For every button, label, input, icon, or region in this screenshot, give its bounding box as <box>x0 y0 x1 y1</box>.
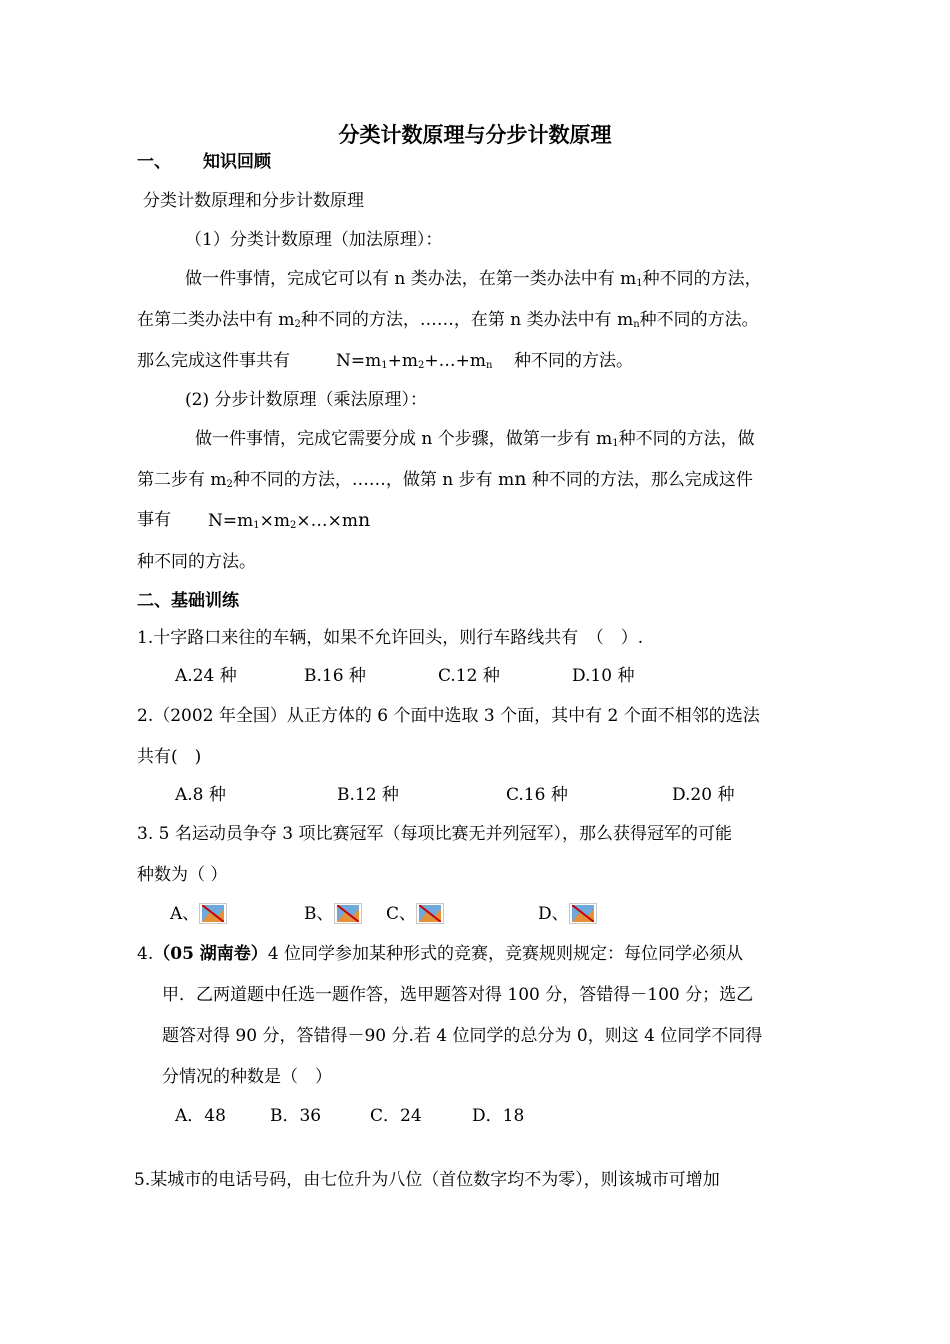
multiplication-formula: $N=m_1\times m_2\times\dots\times mn$ <box>208 509 371 531</box>
q3-option-a: A、 <box>170 903 227 925</box>
multiplication-principle-heading: (2) 分步计数原理（乘法原理）： <box>185 390 427 410</box>
addition-principle-heading: （1）分类计数原理（加法原理）： <box>185 230 443 250</box>
question-4-line-3: 题答对得 90 分，答错得－90 分.若 4 位同学的总分为 0，则这 4 位同学不同得 <box>162 1026 763 1046</box>
multiplication-principle-line-4: 种不同的方法。 <box>137 552 256 572</box>
q1-option-c: C.12 种 <box>438 666 500 686</box>
q4-option-a: A．48 <box>175 1106 226 1126</box>
broken-image-icon <box>416 903 444 924</box>
addition-principle-line-3-end: 种不同的方法。 <box>514 351 633 371</box>
question-3-line-2: 种数为（ ） <box>137 865 228 885</box>
question-2-line-1: 2.（2002 年全国）从正方体的 6 个面中选取 3 个面，其中有 2 个面不相邻的选法 <box>137 706 760 726</box>
question-5-line-1: 5.某城市的电话号码，由七位升为八位（首位数字均不为零），则该城市可增加 <box>134 1170 720 1190</box>
broken-image-icon <box>199 903 227 924</box>
section-2-title: 二、基础训练 <box>137 591 239 611</box>
intro-line: 分类计数原理和分步计数原理 <box>143 191 364 211</box>
q2-option-c: C.16 种 <box>506 785 568 805</box>
q4-option-d: D．18 <box>472 1106 525 1126</box>
q1-option-b: B.16 种 <box>304 666 366 686</box>
broken-image-icon <box>334 903 362 924</box>
broken-image-icon <box>569 903 597 924</box>
question-2-line-2: 共有( ) <box>137 747 202 767</box>
q4-option-c: C．24 <box>370 1106 422 1126</box>
q3-option-d: D、 <box>538 903 597 925</box>
q1-option-d: D.10 种 <box>572 666 635 686</box>
q2-option-a: A.8 种 <box>175 785 226 805</box>
multiplication-principle-line-1: 做一件事情，完成它需要分成 n 个步骤，做第一步有 $m_1$种不同的方法，做 <box>195 429 755 449</box>
question-4-line-2: 甲．乙两道题中任选一题作答，选甲题答对得 100 分，答错得－100 分；选乙 <box>162 985 754 1005</box>
q2-option-d: D.20 种 <box>672 785 735 805</box>
section-1-number: 一、 <box>137 152 171 172</box>
addition-formula: $N=m_1+m_2+\dots+m_n$ <box>336 351 493 371</box>
addition-principle-line-1: 做一件事情，完成它可以有 n 类办法，在第一类办法中有 $m_1$种不同的方法， <box>185 269 762 289</box>
question-1: 1.十字路口来往的车辆，如果不允许回头，则行车路线共有 （ ）. <box>137 628 644 648</box>
addition-principle-line-2: 在第二类办法中有 $m_2$种不同的方法，……，在第 n 类办法中有 $m_n$种不同的方法。 <box>137 310 759 330</box>
q4-option-b: B．36 <box>270 1106 322 1126</box>
section-1-title: 知识回顾 <box>203 152 271 172</box>
page-title: 分类计数原理与分步计数原理 <box>338 122 612 147</box>
q3-option-b: B、 <box>304 903 362 925</box>
multiplication-principle-line-3: 事有 <box>137 510 171 530</box>
q3-option-c: C、 <box>386 903 444 925</box>
q1-option-a: A.24 种 <box>175 666 237 686</box>
multiplication-principle-line-2: 第二步有 $m_2$种不同的方法，……，做第 n 步有 mn 种不同的方法，那么完成这件 <box>137 468 753 490</box>
question-4-line-4: 分情况的种数是（ ） <box>162 1067 332 1087</box>
question-3-line-1: 3. 5 名运动员争夺 3 项比赛冠军（每项比赛无并列冠军），那么获得冠军的可能 <box>137 824 732 844</box>
q2-option-b: B.12 种 <box>337 785 399 805</box>
addition-principle-line-3: 那么完成这件事共有 <box>137 351 290 371</box>
question-4-line-1: 4.（05 湖南卷）4 位同学参加某种形式的竞赛，竞赛规则规定：每位同学必须从 <box>137 944 744 964</box>
